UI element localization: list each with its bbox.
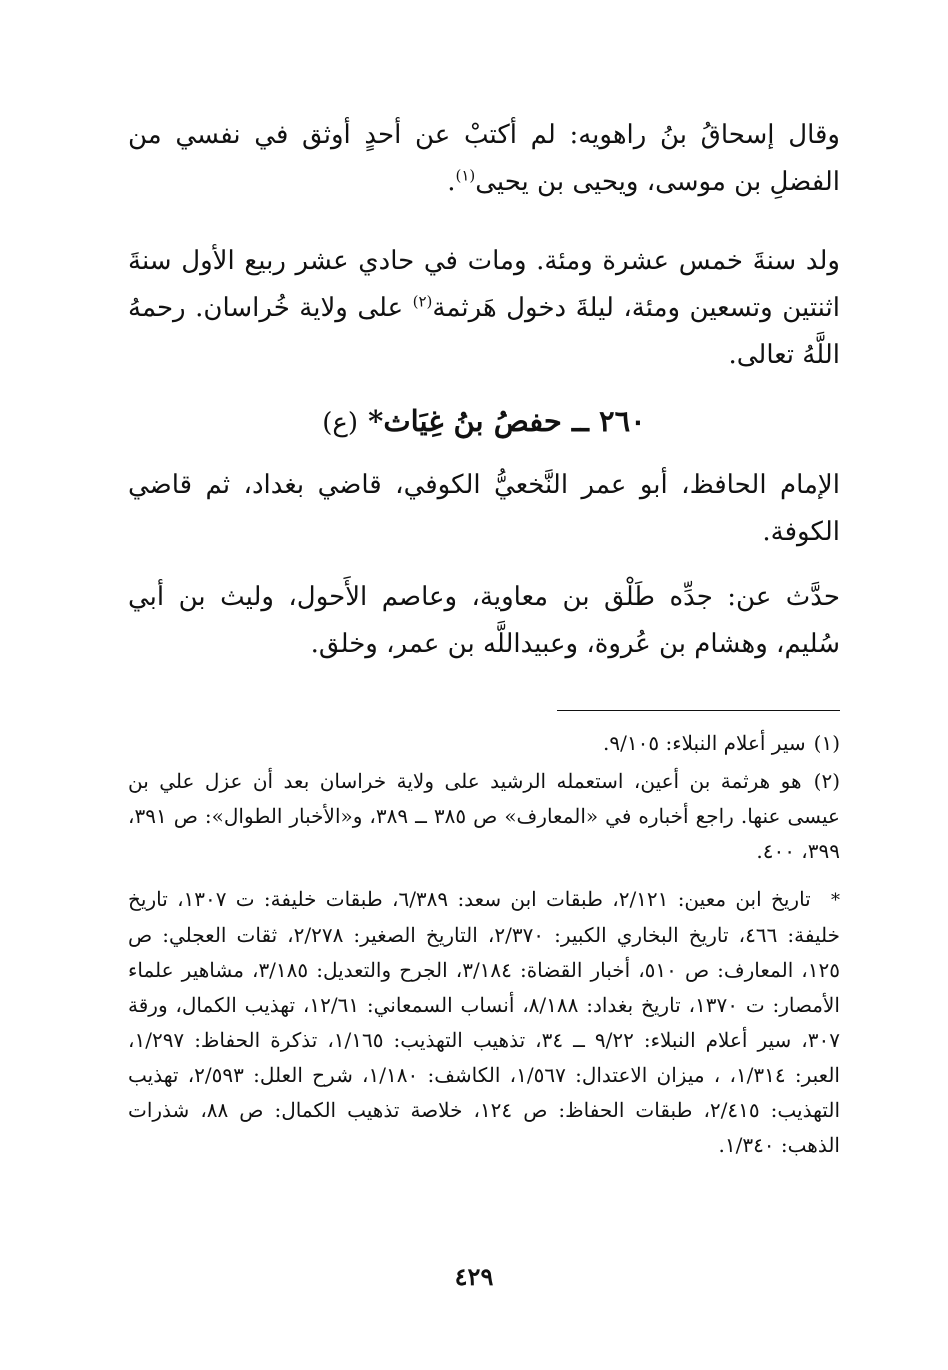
- footnote-text: سير أعلام النبلاء: ٩/١٠٥.: [603, 731, 806, 755]
- paragraph-text: الإمام الحافظ، أبو عمر النَّخعيُّ الكوفي، قاضي بغداد، ثم قاضي الكوفة.: [128, 470, 840, 547]
- entry-heading: [128, 396, 840, 448]
- paragraph-ishaq-quote: [128, 112, 840, 206]
- page-number: ٤٢٩: [454, 1262, 494, 1291]
- entry-symbol: (ع): [322, 408, 359, 438]
- entry-title: ٢٦٠ ــ حفصُ بنُ غِيَاث*: [368, 404, 646, 438]
- footnote-ref-1: (١): [455, 166, 476, 185]
- paragraph-text: ولد سنةَ خمس عشرة ومئة. ومات في حادي عشر ربيع الأول سنةَ اثنتين وتسعين ومئة، ليلةَ دخول هَرثمة: [128, 246, 840, 323]
- paragraph-teachers: [128, 574, 840, 668]
- footnote-1: [128, 726, 840, 761]
- paragraph-end: .: [447, 167, 456, 197]
- paragraph-text: حدَّث عن: جدِّه طَلْق بن معاوية، وعاصم الأَحول، وليث بن أبي سُليم، وهشام بن عُروة، وعبيداللَّه بن عمر، وخلق.: [128, 582, 841, 659]
- footnote-sources: [128, 882, 840, 1163]
- paragraph-birth-death: [128, 238, 840, 379]
- footnote-number: (١): [813, 731, 840, 755]
- footnote-text: تاريخ ابن معين: ٢/١٢١، طبقات ابن سعد: ٦/٣٨٩، طبقات خليفة: ت ١٣٠٧، تاريخ خليفة: ٤٦٦، تاريخ البخاري الكبير: ٢/٣٧٠، التاريخ الصغير: ٢/٢٧٨، ثقات العجلي: ص ١٢٥، المعارف: ص ٥١٠، أخبار القضاة: ٣/١٨٤، الجرح والتعديل: ٣/١٨٥، مشاهير علماء الأمصار: ت ١٣٧٠، تاريخ بغداد: ٨/١٨٨، أنساب السمعاني: ١٢/٦١، تهذيب الكمال، ورقة ٣٠٧، سير أعلام النبلاء: ٩/٢٢ ــ ٣٤، تذهيب التهذيب: ١/١٦٥، تذكرة الحفاظ: ١/٢٩٧، العبر: ١/٣١٤، ، ميزان الاعتدال: ١/٥٦٧، الكاشف: ١/١٨٠، شرح العلل: ٢/٥٩٣، تهذيب التهذيب: ٢/٤١٥، طبقات الحفاظ: ص ١٢٤، خلاصة تذهيب الكمال: ص ٨٨، شذرات الذهب: ١/٣٤٠.: [128, 887, 840, 1157]
- footnote-text: هو هرثمة بن أعين، استعمله الرشيد على ولاية خراسان بعد أن عزل علي بن عيسى عنها. راجع أخباره في «المعارف» ص ٣٨٥ ــ ٣٨٩، و«الأخبار الطوال»: ص ٣٩١، ٣٩٩، ٤٠٠.: [128, 769, 840, 863]
- footnote-ref-2: (٢): [412, 292, 433, 311]
- paragraph-end: على ولاية خُراسان. رحمهُ اللَّهُ تعالى.: [128, 293, 840, 370]
- footnote-divider: [557, 710, 840, 711]
- star-marker: *: [831, 890, 841, 911]
- paragraph-text: وقال إسحاقُ بنُ راهويه: لم أكتبْ عن أحدٍ أوثق في نفسي من الفضلِ بن موسى، ويحيى بن يحيى: [128, 120, 840, 197]
- paragraph-description: [128, 462, 840, 556]
- footnote-2: [128, 764, 840, 869]
- footnote-number: (٢): [813, 769, 840, 793]
